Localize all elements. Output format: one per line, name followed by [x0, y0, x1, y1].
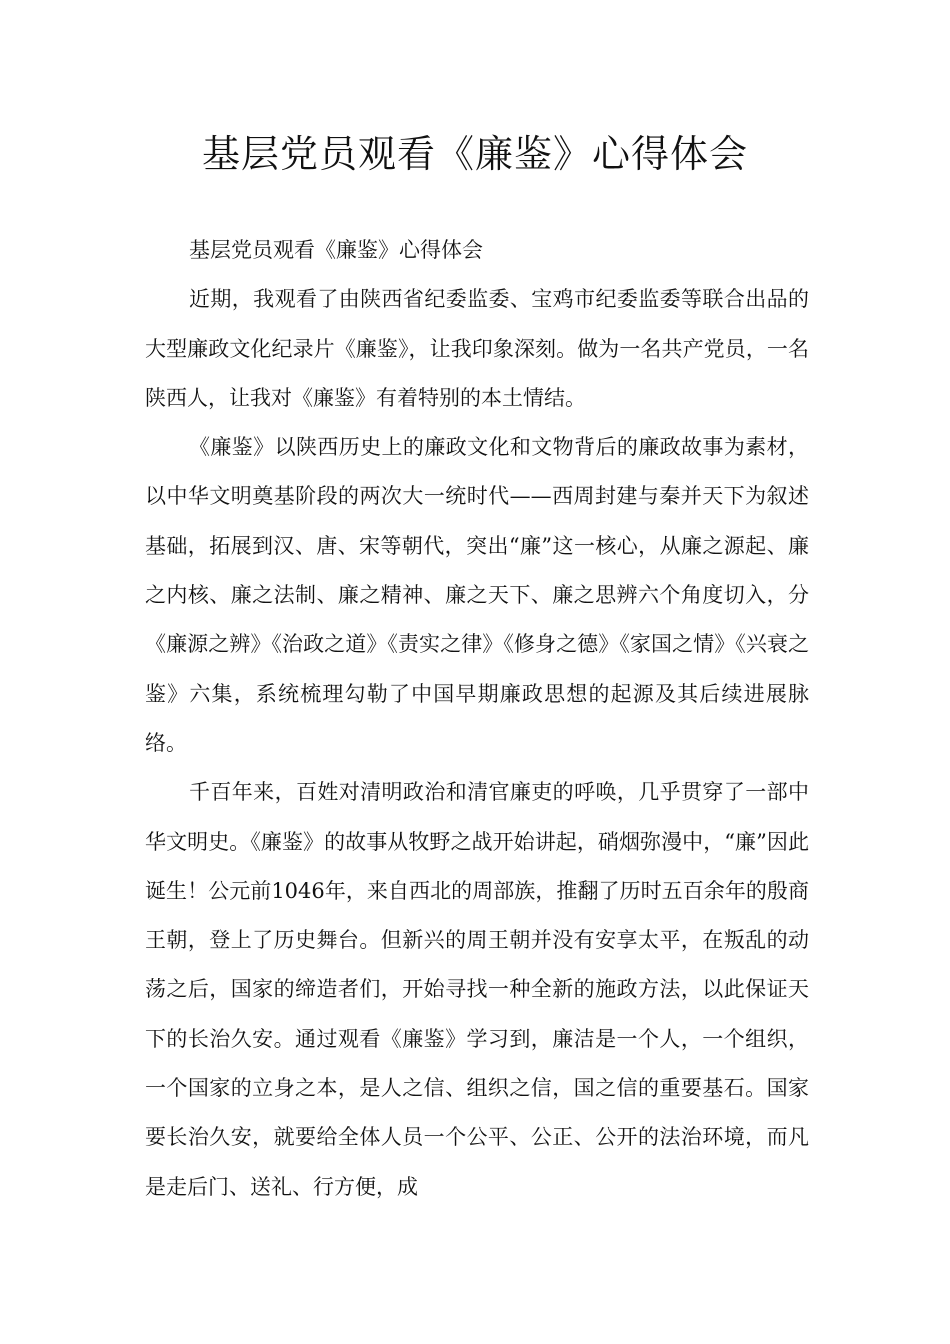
document-body [145, 226, 809, 1212]
document-title: 基层党员观看《廉鉴》心得体会 [201, 132, 748, 176]
body-paragraph: 千百年来，百姓对清明政治和清官廉吏的呼唤，几乎贯穿了一部中华文明史。《廉鉴》的故事从牧野之战开始讲起，硝烟弥漫中，“廉”因此诞生！公元前1046年，来自西北的周部族，推翻了历时五百余年的殷商王朝，登上了历史舞台。但新兴的周王朝并没有安享太平，在叛乱的动荡之后，国家的缔造者们，开始寻找一种全新的施政方法，以此保证天下的长治久安。通过观看《廉鉴》学习到，廉洁是一个人，一个组织，一个国家的立身之本，是人之信、组织之信，国之信的重要基石。国家要长治久安，就要给全体人员一个公平、公正、公开的法治环境，而凡是走后门、送礼、行方便，成 [145, 780, 809, 1199]
body-paragraph: 近期，我观看了由陕西省纪委监委、宝鸡市纪委监委等联合出品的大型廉政文化纪录片《廉鉴》，让我印象深刻。做为一名共产党员，一名陕西人，让我对《廉鉴》有着特别的本土情结。 [145, 287, 809, 410]
body-paragraph: 《廉鉴》以陕西历史上的廉政文化和文物背后的廉政故事为素材，以中华文明奠基阶段的两次大一统时代——西周封建与秦并天下为叙述基础，拓展到汉、唐、宋等朝代，突出“廉”这一核心，从廉之源起、廉之内核、廉之法制、廉之精神、廉之天下、廉之思辨六个角度切入，分《廉源之辨》《治政之道》《责实之律》《修身之德》《家国之情》《兴衰之鉴》六集，系统梳理勾勒了中国早期廉政思想的起源及其后续进展脉络。 [145, 435, 809, 755]
subtitle-paragraph: 基层党员观看《廉鉴》心得体会 [189, 238, 483, 262]
